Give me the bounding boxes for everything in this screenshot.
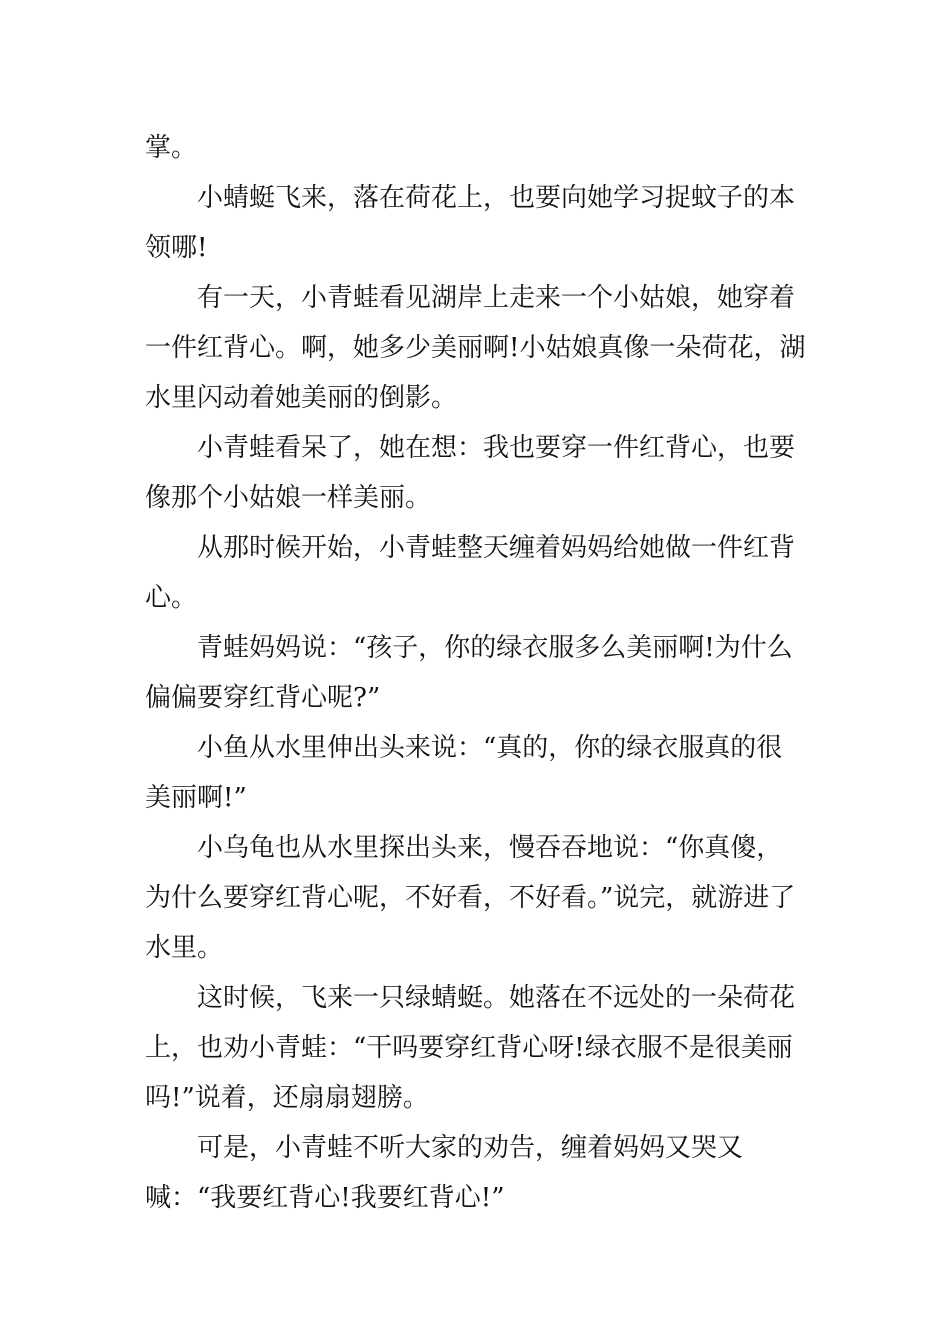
- paragraph: 有一天，小青蛙看见湖岸上走来一个小姑娘，她穿着一件红背心。啊，她多少美丽啊!小姑娘真像一朵荷花，湖水里闪动着她美丽的倒影。: [145, 283, 806, 413]
- story-text: [145, 123, 807, 1223]
- paragraph: 这时候，飞来一只绿蜻蜓。她落在不远处的一朵荷花上，也劝小青蛙：“干吗要穿红背心呀!绿衣服不是很美丽吗!”说着，还扇扇翅膀。: [145, 983, 796, 1113]
- paragraph: 小鱼从水里伸出头来说：“真的，你的绿衣服真的很美丽啊!”: [145, 733, 783, 813]
- paragraph: 青蛙妈妈说：“孩子，你的绿衣服多么美丽啊!为什么偏偏要穿红背心呢?”: [145, 633, 793, 713]
- paragraph: 掌。: [145, 133, 198, 163]
- paragraph: 小青蛙看呆了，她在想：我也要穿一件红背心，也要像那个小姑娘一样美丽。: [145, 433, 796, 513]
- paragraph: 可是，小青蛙不听大家的劝告，缠着妈妈又哭又喊：“我要红背心!我要红背心!”: [145, 1133, 744, 1213]
- paragraph: 小蜻蜓飞来，落在荷花上，也要向她学习捉蚊子的本领哪!: [145, 183, 796, 263]
- paragraph: 从那时候开始，小青蛙整天缠着妈妈给她做一件红背心。: [145, 533, 796, 613]
- paragraph: 小乌龟也从水里探出头来，慢吞吞地说：“你真傻，为什么要穿红背心呢，不好看，不好看。”说完，就游进了水里。: [145, 833, 796, 963]
